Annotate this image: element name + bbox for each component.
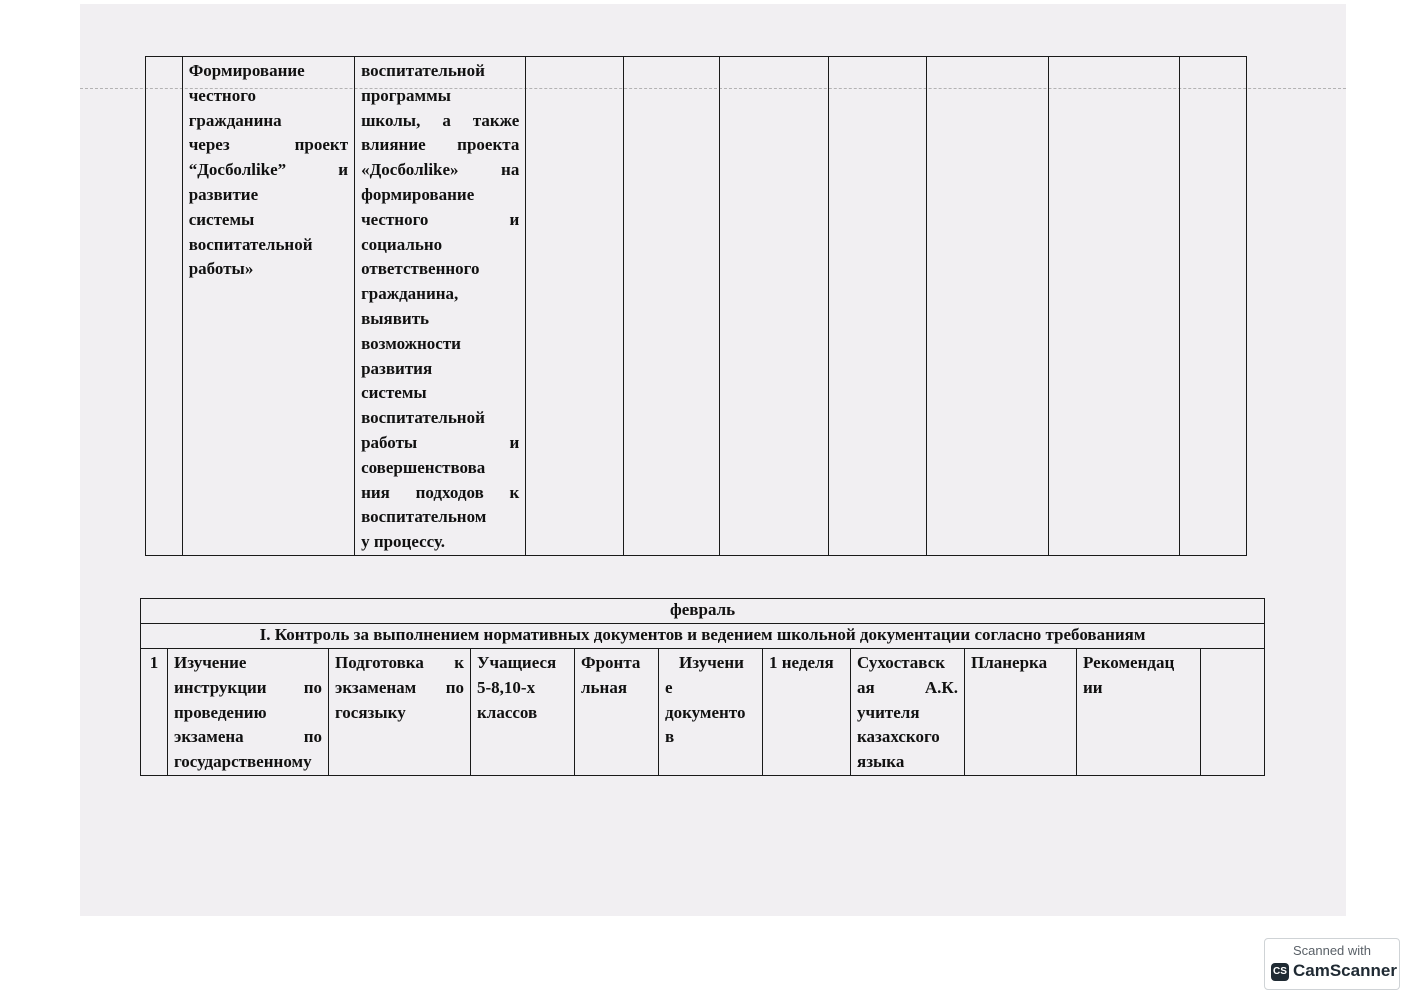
text-line: развитие [188,184,259,204]
text-line: честного [188,85,257,105]
text-line: Учащиеся [477,653,557,672]
text-line: в [665,727,675,747]
text-line: учителя [857,702,920,722]
cell-object [471,649,575,776]
text-line: социально [361,234,443,254]
cell-extra [1201,649,1265,776]
text-line: экзаменам по [335,677,464,697]
text-line: государственному [174,752,312,772]
text-line: 5-8,10-х [477,677,536,697]
text-line: влияние проекта [361,135,520,155]
cell-number: 1 [141,649,168,776]
text-line: воспитательной [361,408,485,428]
text-line: школы, а также [361,110,520,130]
plan-table-february [140,598,1265,776]
text-line: выявить [361,308,430,328]
text-line: ии [1083,677,1103,697]
text-line: развития [361,358,433,378]
text-line: льная [581,677,628,697]
text-line: системы [361,383,427,403]
camscanner-brand: CamScanner [1293,961,1397,980]
text-line: воспитательном [361,507,487,527]
text-line: Подготовка к [335,653,464,672]
cell-topic [168,649,329,776]
text-line: ответственного [361,259,480,279]
text-line: ая А.К. [857,677,958,697]
table-row [146,57,1247,556]
table-row [141,624,1265,649]
text-line: госязыку [335,702,406,722]
text-line: гражданина, [361,284,459,304]
text-line: системы [188,209,255,229]
text-line: Рекомендац [1083,653,1175,672]
text-line: экзамена по [174,727,322,747]
table-row [141,649,1265,776]
text-line: возможности [361,333,461,353]
text-line: через проект [188,135,349,155]
text-line: Изучени [679,653,744,672]
scanned-with-label: Scanned with [1292,943,1372,958]
cell-empty [624,57,720,556]
month-header: февраль [141,599,1265,624]
text-line: классов [477,702,538,722]
cell-empty [1049,57,1180,556]
table-row [141,599,1265,624]
cell-result [1077,649,1201,776]
text-line: у процессу. [361,532,446,552]
text-line: работы и [361,432,520,452]
plan-table-continuation [145,56,1247,556]
text-line: честного и [361,209,520,229]
cell-empty [1180,57,1247,556]
text-line: языка [857,752,905,772]
text-line: совершенствова [361,457,486,477]
text-line: Изучение [174,653,247,672]
text-line: документо [665,702,746,722]
text-line: казахского [857,727,940,747]
text-line: воспитательной [361,61,485,80]
cell-method [659,649,763,776]
cell-goal [329,649,471,776]
text-line: е [665,677,673,697]
cell-type [575,649,659,776]
text-line: гражданина [188,110,282,130]
cell-goal [355,57,526,556]
cell-empty [926,57,1048,556]
camscanner-badge [1264,938,1400,990]
text-line: формирование [361,184,475,204]
text-line: проведению [174,702,267,722]
cell-review: Планерка [965,649,1077,776]
camscanner-logo-icon: CS [1271,963,1289,981]
text-line: работы» [188,259,254,279]
text-line: воспитательной [188,234,313,254]
text-line: “Досболlike” и [188,160,349,180]
text-line: программы [361,85,451,105]
text-line: Формирование [188,61,305,80]
section-header: I. Контроль за выполнением нормативных документов и ведением школьной документации согласно требованиям [141,624,1265,649]
cell-empty [526,57,624,556]
text-line: инструкции по [174,677,322,697]
cell-number [146,57,183,556]
text-line: Фронта [581,653,641,672]
text-line: «Досболlike» на [361,160,520,180]
cell-deadline: 1 неделя [763,649,851,776]
text-line: ния подходов к [361,482,520,502]
cell-empty [828,57,926,556]
text-line: Сухоставск [857,653,946,672]
cell-topic [182,57,354,556]
cell-empty [719,57,828,556]
cell-responsible [851,649,965,776]
